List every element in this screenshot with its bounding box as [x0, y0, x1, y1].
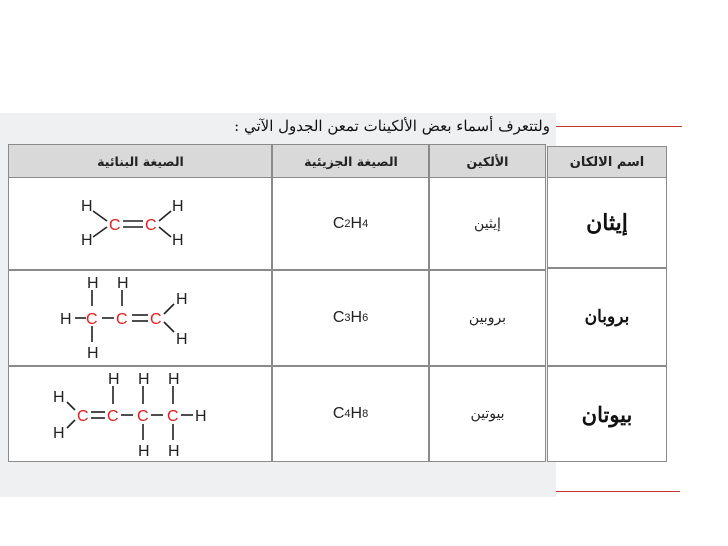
- hydrogen-atom: H: [53, 425, 65, 442]
- carbon-atom: C: [77, 408, 89, 425]
- hydrogen-atom: H: [87, 345, 99, 362]
- top-accent-line: [556, 126, 682, 127]
- structure-propene: [9, 271, 271, 365]
- hydrogen-atom: H: [138, 443, 150, 460]
- carbon-atom: C: [145, 217, 157, 234]
- bond: [67, 402, 75, 410]
- formula-element: C: [332, 215, 345, 232]
- alkane-name-ethane: إيثان: [586, 210, 628, 236]
- formula-element: C: [332, 309, 345, 326]
- hydrogen-atom: H: [168, 443, 180, 460]
- carbon-atom: C: [167, 408, 179, 425]
- hydrogen-atom: H: [172, 198, 184, 215]
- formula-subscript: 4: [362, 218, 369, 230]
- hydrogen-atom: H: [117, 275, 129, 292]
- intro-text: ولتتعرف أسماء بعض الألكينات تمعن الجدول الآتي :: [234, 117, 550, 135]
- alkane-name-butane: بيوتان: [581, 401, 633, 427]
- butene-structure-diagram: [45, 368, 235, 460]
- formula-element: H: [350, 405, 363, 422]
- table-header-row: [9, 145, 545, 178]
- hydrogen-atom: H: [60, 311, 72, 328]
- propene-structure-diagram: [50, 272, 230, 364]
- formula-element: C: [332, 405, 345, 422]
- molecular-formula-propene: [273, 271, 428, 365]
- bond: [164, 304, 174, 314]
- hydrogen-atom: H: [87, 275, 99, 292]
- carbon-atom: C: [86, 311, 98, 328]
- molecular-formula-ethene: [273, 179, 428, 269]
- formula-subscript: 4: [344, 408, 351, 420]
- carbon-atom: C: [150, 311, 162, 328]
- bond: [159, 227, 171, 237]
- header-molecular-formula: الصيغة الجزيئية: [304, 154, 398, 169]
- formula-subscript: 8: [362, 408, 369, 420]
- bottom-accent-line: [556, 491, 680, 492]
- formula-element: H: [350, 215, 363, 232]
- hydrogen-atom: H: [53, 389, 65, 406]
- carbon-atom: C: [109, 217, 121, 234]
- alkene-name-butene: بيوتين: [470, 406, 505, 422]
- bonds: [93, 211, 171, 237]
- carbon-atom: C: [116, 311, 128, 328]
- bond: [93, 227, 107, 237]
- alkane-names-column: [547, 146, 667, 462]
- alkenes-table: [8, 144, 546, 462]
- formula-subscript: 6: [362, 312, 369, 324]
- ethene-structure-diagram: [65, 189, 215, 259]
- alkene-name-ethene: إيثين: [474, 216, 501, 232]
- bond: [164, 322, 174, 332]
- formula-element: H: [350, 309, 363, 326]
- structure-butene: [9, 367, 271, 461]
- carbon-atom: C: [107, 408, 119, 425]
- alkane-name-propane: بروبان: [584, 307, 630, 327]
- hydrogen-atom: H: [81, 198, 93, 215]
- hydrogen-atom: H: [176, 331, 188, 348]
- formula-subscript: 2: [344, 218, 351, 230]
- formula-subscript: 3: [344, 312, 351, 324]
- alkene-name-propene: بروبين: [468, 310, 507, 326]
- hydrogen-atom: H: [168, 371, 180, 388]
- hydrogen-atom: H: [195, 408, 207, 425]
- header-alkane-name: اسم الالكان: [548, 147, 666, 178]
- bond: [159, 211, 171, 221]
- carbon-atom: C: [137, 408, 149, 425]
- hydrogen-atom: H: [81, 232, 93, 249]
- bond: [67, 420, 75, 428]
- structure-ethene: [9, 179, 271, 269]
- header-alkene: الألكين: [466, 154, 509, 169]
- hydrogen-atom: H: [108, 371, 120, 388]
- hydrogen-atom: H: [172, 232, 184, 249]
- header-structural-formula: الصيغة البنائية: [97, 154, 184, 169]
- bond: [93, 211, 107, 221]
- molecular-formula-butene: [273, 367, 428, 461]
- hydrogen-atom: H: [138, 371, 150, 388]
- hydrogen-atom: H: [176, 291, 188, 308]
